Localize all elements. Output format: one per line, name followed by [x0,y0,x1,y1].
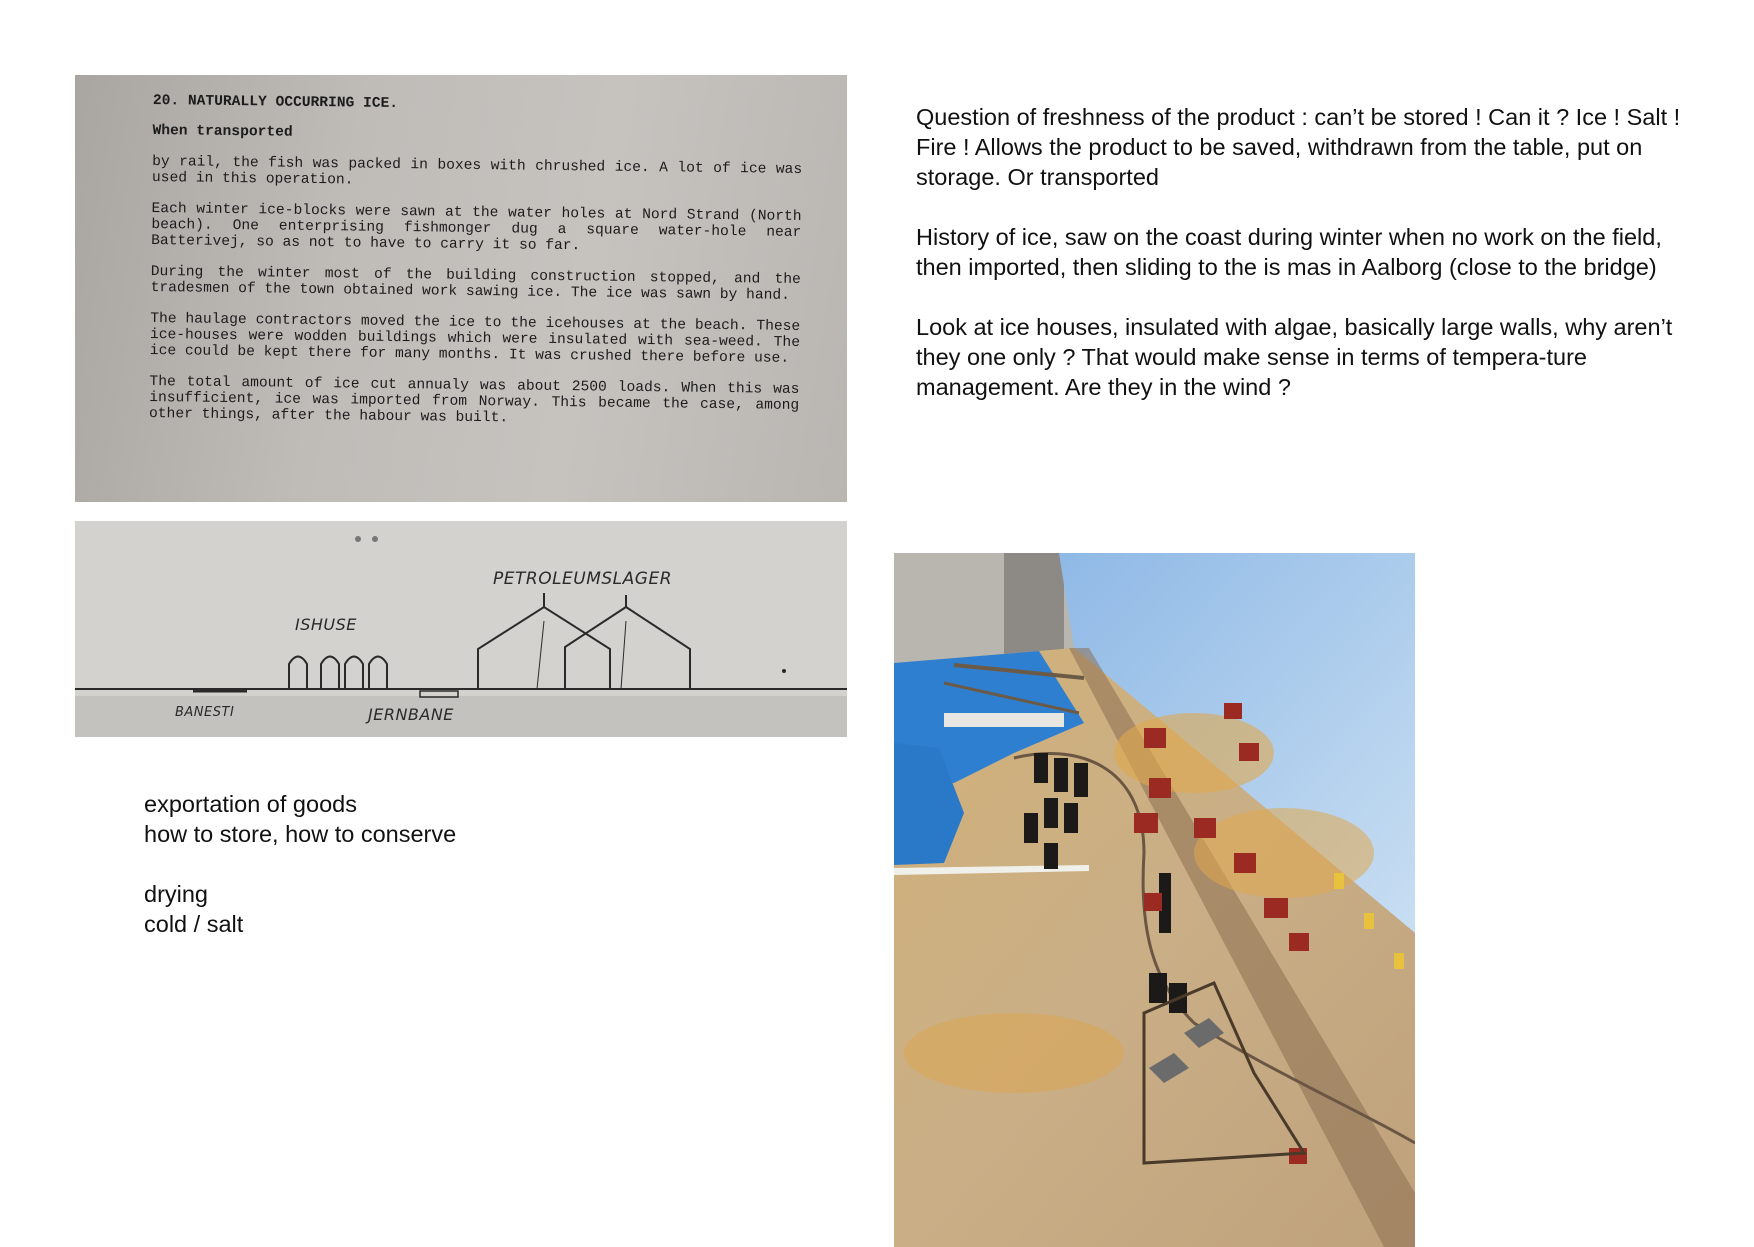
short-note-line: how to store, how to conserve [144,821,457,847]
document-paragraph: by rail, the fish was packed in boxes with chrushed ice. A lot of ice was used in this operation. [151,153,803,189]
notes-paragraph: History of ice, saw on the coast during winter when no work on the field, then imported, then sliding to the is mas in Aalborg (close to the bridge) [916,224,1662,280]
document-paragraph: The total amount of ice cut annualy was about 2500 loads. When this was insufficient, ice was imported from Norway. This became the case, among other things, after the habour was built. [148,373,800,427]
document-photo [75,75,847,502]
harbour-sketch-photo [75,521,847,737]
notes-text [916,102,1696,432]
short-notes [144,789,456,939]
document-paragraph: During the winter most of the building construction stopped, and the tradesmen of the town obtained work sawing ice. The ice was sawn by hand. [150,263,801,304]
harbour-model-photo [894,553,1415,1247]
document-heading: 20. NATURALLY OCCURRING ICE. [152,93,399,112]
petroleum-storage-label: PETROLEUMSLAGER [493,569,673,589]
icehouses-label: ISHUSE [295,615,357,634]
short-note-line: drying [144,881,209,907]
short-note-line: exportation of goods [144,791,357,817]
document-paragraph: The haulage contractors moved the ice to the icehouses at the beach. These ice-houses were wodden buildings which were insulated with sea-weed. The ice could be kept there for many months. It was crushed there before use. [149,310,801,367]
notes-paragraph: Question of freshness of the product : can’t be stored ! Can it ? Ice ! Salt ! Fire ! Allows the product to be saved, withdrawn from the table, put on storage. Or transported [916,104,1681,190]
harbour-model-scene [894,553,1415,1247]
notes-paragraph: Look at ice houses, insulated with algae, basically large walls, why aren’t they one only ? That would make sense in terms of tempera-ture management. Are they in the wind ? [916,314,1673,400]
document-paragraph: Each winter ice-blocks were sawn at the water holes at Nord Strand (North beach). One enterprising fishmonger dug a square water-hole near Batterivej, so as not to have to carry it so far. [151,200,802,255]
document-text [149,93,803,445]
banesti-label: BANESTI [175,705,235,720]
short-note-spacer [144,849,456,879]
short-note-line: cold / salt [144,911,244,937]
railway-label: JERNBANE [368,705,454,724]
document-subheading: When transported [152,122,293,141]
